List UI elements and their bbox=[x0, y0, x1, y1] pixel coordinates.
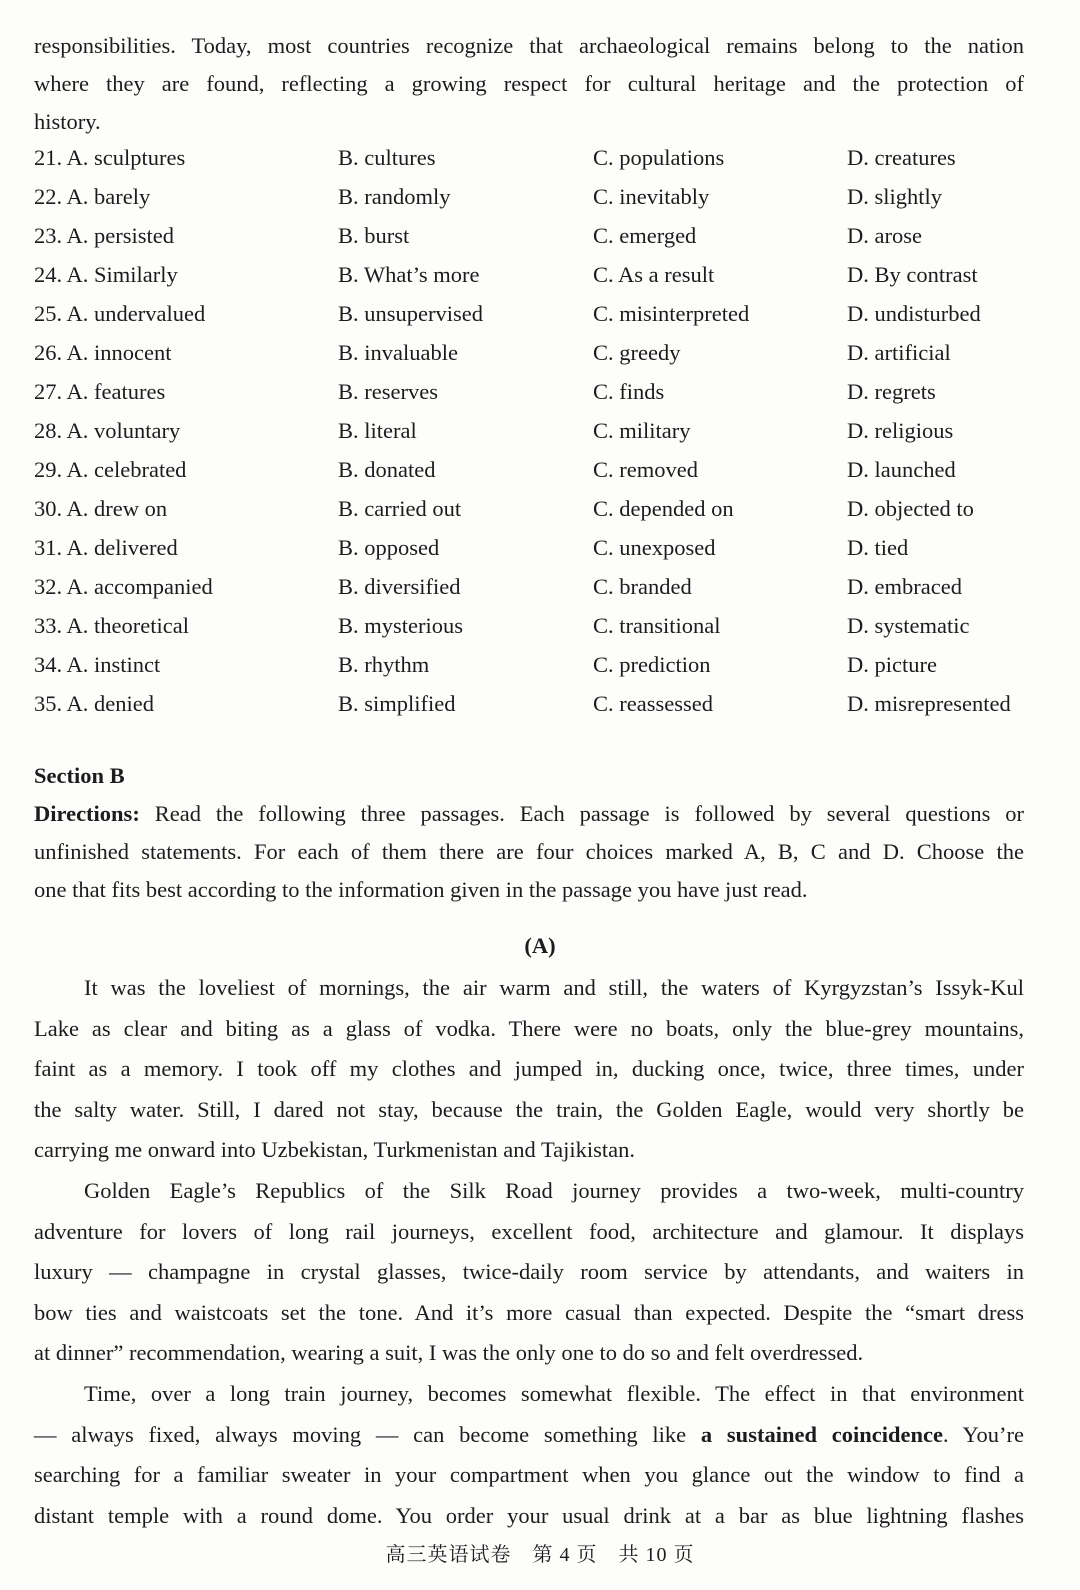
section-title: Section B bbox=[34, 763, 125, 788]
question-row bbox=[34, 528, 1044, 567]
question-row bbox=[34, 294, 1044, 333]
option-b: B. randomly bbox=[338, 184, 451, 209]
directions bbox=[34, 795, 1024, 909]
option-b: B. What’s more bbox=[338, 262, 480, 287]
question-row bbox=[34, 450, 1044, 489]
option-d: D. embraced bbox=[847, 574, 962, 599]
directions-text: Read the following three passages. Each passage is followed by several questions or bbox=[139, 801, 1024, 826]
question-row bbox=[34, 645, 1044, 684]
option-a: 32. A. accompanied bbox=[34, 574, 213, 599]
question-row bbox=[34, 216, 1044, 255]
passage-text: — always fixed, always moving — can become something like bbox=[34, 1421, 701, 1447]
option-d: D. regrets bbox=[847, 379, 936, 404]
question-row bbox=[34, 255, 1044, 294]
passage-line bbox=[34, 1415, 1024, 1456]
question-row bbox=[34, 489, 1044, 528]
question-row bbox=[34, 333, 1044, 372]
option-d: D. religious bbox=[847, 418, 954, 443]
intro-line: responsibilities. Today, most countries recognize that archaeological remains belong to the nation bbox=[34, 33, 1024, 58]
question-row bbox=[34, 567, 1044, 606]
option-b: B. cultures bbox=[338, 145, 436, 170]
option-b: B. diversified bbox=[338, 574, 461, 599]
option-b: B. unsupervised bbox=[338, 301, 483, 326]
option-a: 26. A. innocent bbox=[34, 340, 172, 365]
question-row bbox=[34, 606, 1044, 645]
option-a: 22. A. barely bbox=[34, 184, 151, 209]
key-phrase: a sustained coincidence bbox=[700, 1421, 943, 1447]
directions-text: unfinished statements. For each of them there are four choices marked A, B, C and D. Choose the bbox=[34, 839, 1024, 864]
option-c: C. misinterpreted bbox=[593, 301, 750, 326]
option-d: D. systematic bbox=[847, 613, 970, 638]
option-d: D. creatures bbox=[847, 145, 956, 170]
passage-line: It was the loveliest of mornings, the air warm and still, the waters of Kyrgyzstan’s Issyk-Kul bbox=[84, 975, 1024, 1000]
passage-line: the salty water. Still, I dared not stay, because the train, the Golden Eagle, would very shortly be bbox=[34, 1096, 1024, 1122]
option-d: D. By contrast bbox=[847, 262, 978, 287]
question-row bbox=[34, 138, 1044, 177]
passage-label: (A) bbox=[524, 933, 556, 958]
option-d: D. artificial bbox=[847, 340, 951, 365]
option-d: D. arose bbox=[847, 223, 922, 248]
passage-text: . You’re bbox=[942, 1421, 1024, 1447]
option-c: C. transitional bbox=[593, 613, 721, 638]
option-a: 21. A. sculptures bbox=[34, 145, 186, 170]
option-b: B. invaluable bbox=[338, 340, 458, 365]
option-a: 29. A. celebrated bbox=[34, 457, 187, 482]
option-c: C. branded bbox=[593, 574, 692, 599]
question-row bbox=[34, 177, 1044, 216]
option-b: B. reserves bbox=[338, 379, 438, 404]
option-c: C. depended on bbox=[593, 496, 734, 521]
passage-line: distant temple with a round dome. You order your usual drink at a bar as blue lightning flashes bbox=[34, 1502, 1024, 1528]
option-a: 31. A. delivered bbox=[34, 535, 178, 560]
passage-line: Lake as clear and biting as a glass of vodka. There were no boats, only the blue-grey mountains, bbox=[34, 1015, 1024, 1041]
option-a: 28. A. voluntary bbox=[34, 418, 181, 443]
option-b: B. literal bbox=[338, 418, 417, 443]
passage-line: Time, over a long train journey, becomes somewhat flexible. The effect in that environment bbox=[84, 1380, 1024, 1406]
option-d: D. picture bbox=[847, 652, 937, 677]
option-c: C. prediction bbox=[593, 652, 711, 677]
intro-paragraph bbox=[34, 27, 1024, 141]
passage-line: searching for a familiar sweater in your compartment when you glance out the window to find a bbox=[34, 1462, 1024, 1488]
passage-a bbox=[34, 968, 1024, 1536]
option-c: C. emerged bbox=[593, 223, 697, 248]
passage-line: carrying me onward into Uzbekistan, Turkmenistan and Tajikistan. bbox=[34, 1137, 636, 1163]
passage-line: luxury — champagne in crystal glasses, twice-daily room service by attendants, and waiters in bbox=[34, 1259, 1024, 1285]
option-d: D. objected to bbox=[847, 496, 974, 521]
page-footer: 高三英语试卷 第 4 页 共 10 页 bbox=[385, 1544, 695, 1566]
passage-line: faint as a memory. I took off my clothes and jumped in, ducking once, twice, three times, under bbox=[34, 1056, 1024, 1082]
question-row bbox=[34, 684, 1044, 723]
option-b: B. simplified bbox=[338, 691, 456, 716]
option-a: 30. A. drew on bbox=[34, 496, 168, 521]
option-a: 34. A. instinct bbox=[34, 652, 161, 677]
passage-line: bow ties and waistcoats set the tone. And it’s more casual than expected. Despite the “smart dress bbox=[34, 1299, 1024, 1325]
option-c: C. finds bbox=[593, 379, 665, 404]
option-c: C. unexposed bbox=[593, 535, 716, 560]
option-c: C. reassessed bbox=[593, 691, 713, 716]
directions-text: one that fits best according to the information given in the passage you have just read. bbox=[34, 877, 808, 902]
question-row bbox=[34, 372, 1044, 411]
option-b: B. burst bbox=[338, 223, 410, 248]
directions-label: Directions: bbox=[34, 801, 140, 826]
option-b: B. donated bbox=[338, 457, 436, 482]
option-c: C. military bbox=[593, 418, 691, 443]
option-b: B. opposed bbox=[338, 535, 440, 560]
option-d: D. misrepresented bbox=[847, 691, 1011, 716]
option-c: C. removed bbox=[593, 457, 698, 482]
option-c: C. populations bbox=[593, 145, 725, 170]
question-row bbox=[34, 411, 1044, 450]
cloze-options bbox=[34, 138, 1044, 723]
option-a: 27. A. features bbox=[34, 379, 166, 404]
option-a: 33. A. theoretical bbox=[34, 613, 189, 638]
option-b: B. mysterious bbox=[338, 613, 464, 638]
option-d: D. slightly bbox=[847, 184, 943, 209]
option-b: B. rhythm bbox=[338, 652, 430, 677]
intro-line: where they are found, reflecting a growing respect for cultural heritage and the protection of bbox=[34, 71, 1024, 96]
passage-line: at dinner” recommendation, wearing a suit, I was the only one to do so and felt overdressed. bbox=[34, 1340, 864, 1366]
option-c: C. inevitably bbox=[593, 184, 710, 209]
option-a: 25. A. undervalued bbox=[34, 301, 206, 326]
passage-line: Golden Eagle’s Republics of the Silk Road journey provides a two-week, multi-country bbox=[84, 1177, 1024, 1203]
option-d: D. undisturbed bbox=[847, 301, 981, 326]
option-a: 23. A. persisted bbox=[34, 223, 174, 248]
option-a: 35. A. denied bbox=[34, 691, 154, 716]
option-a: 24. A. Similarly bbox=[34, 262, 178, 287]
option-c: C. greedy bbox=[593, 340, 681, 365]
option-b: B. carried out bbox=[338, 496, 462, 521]
option-d: D. tied bbox=[847, 535, 909, 560]
option-d: D. launched bbox=[847, 457, 956, 482]
option-c: C. As a result bbox=[593, 262, 715, 287]
intro-line: history. bbox=[34, 109, 101, 134]
passage-line: adventure for lovers of long rail journeys, excellent food, architecture and glamour. It displays bbox=[34, 1218, 1024, 1244]
